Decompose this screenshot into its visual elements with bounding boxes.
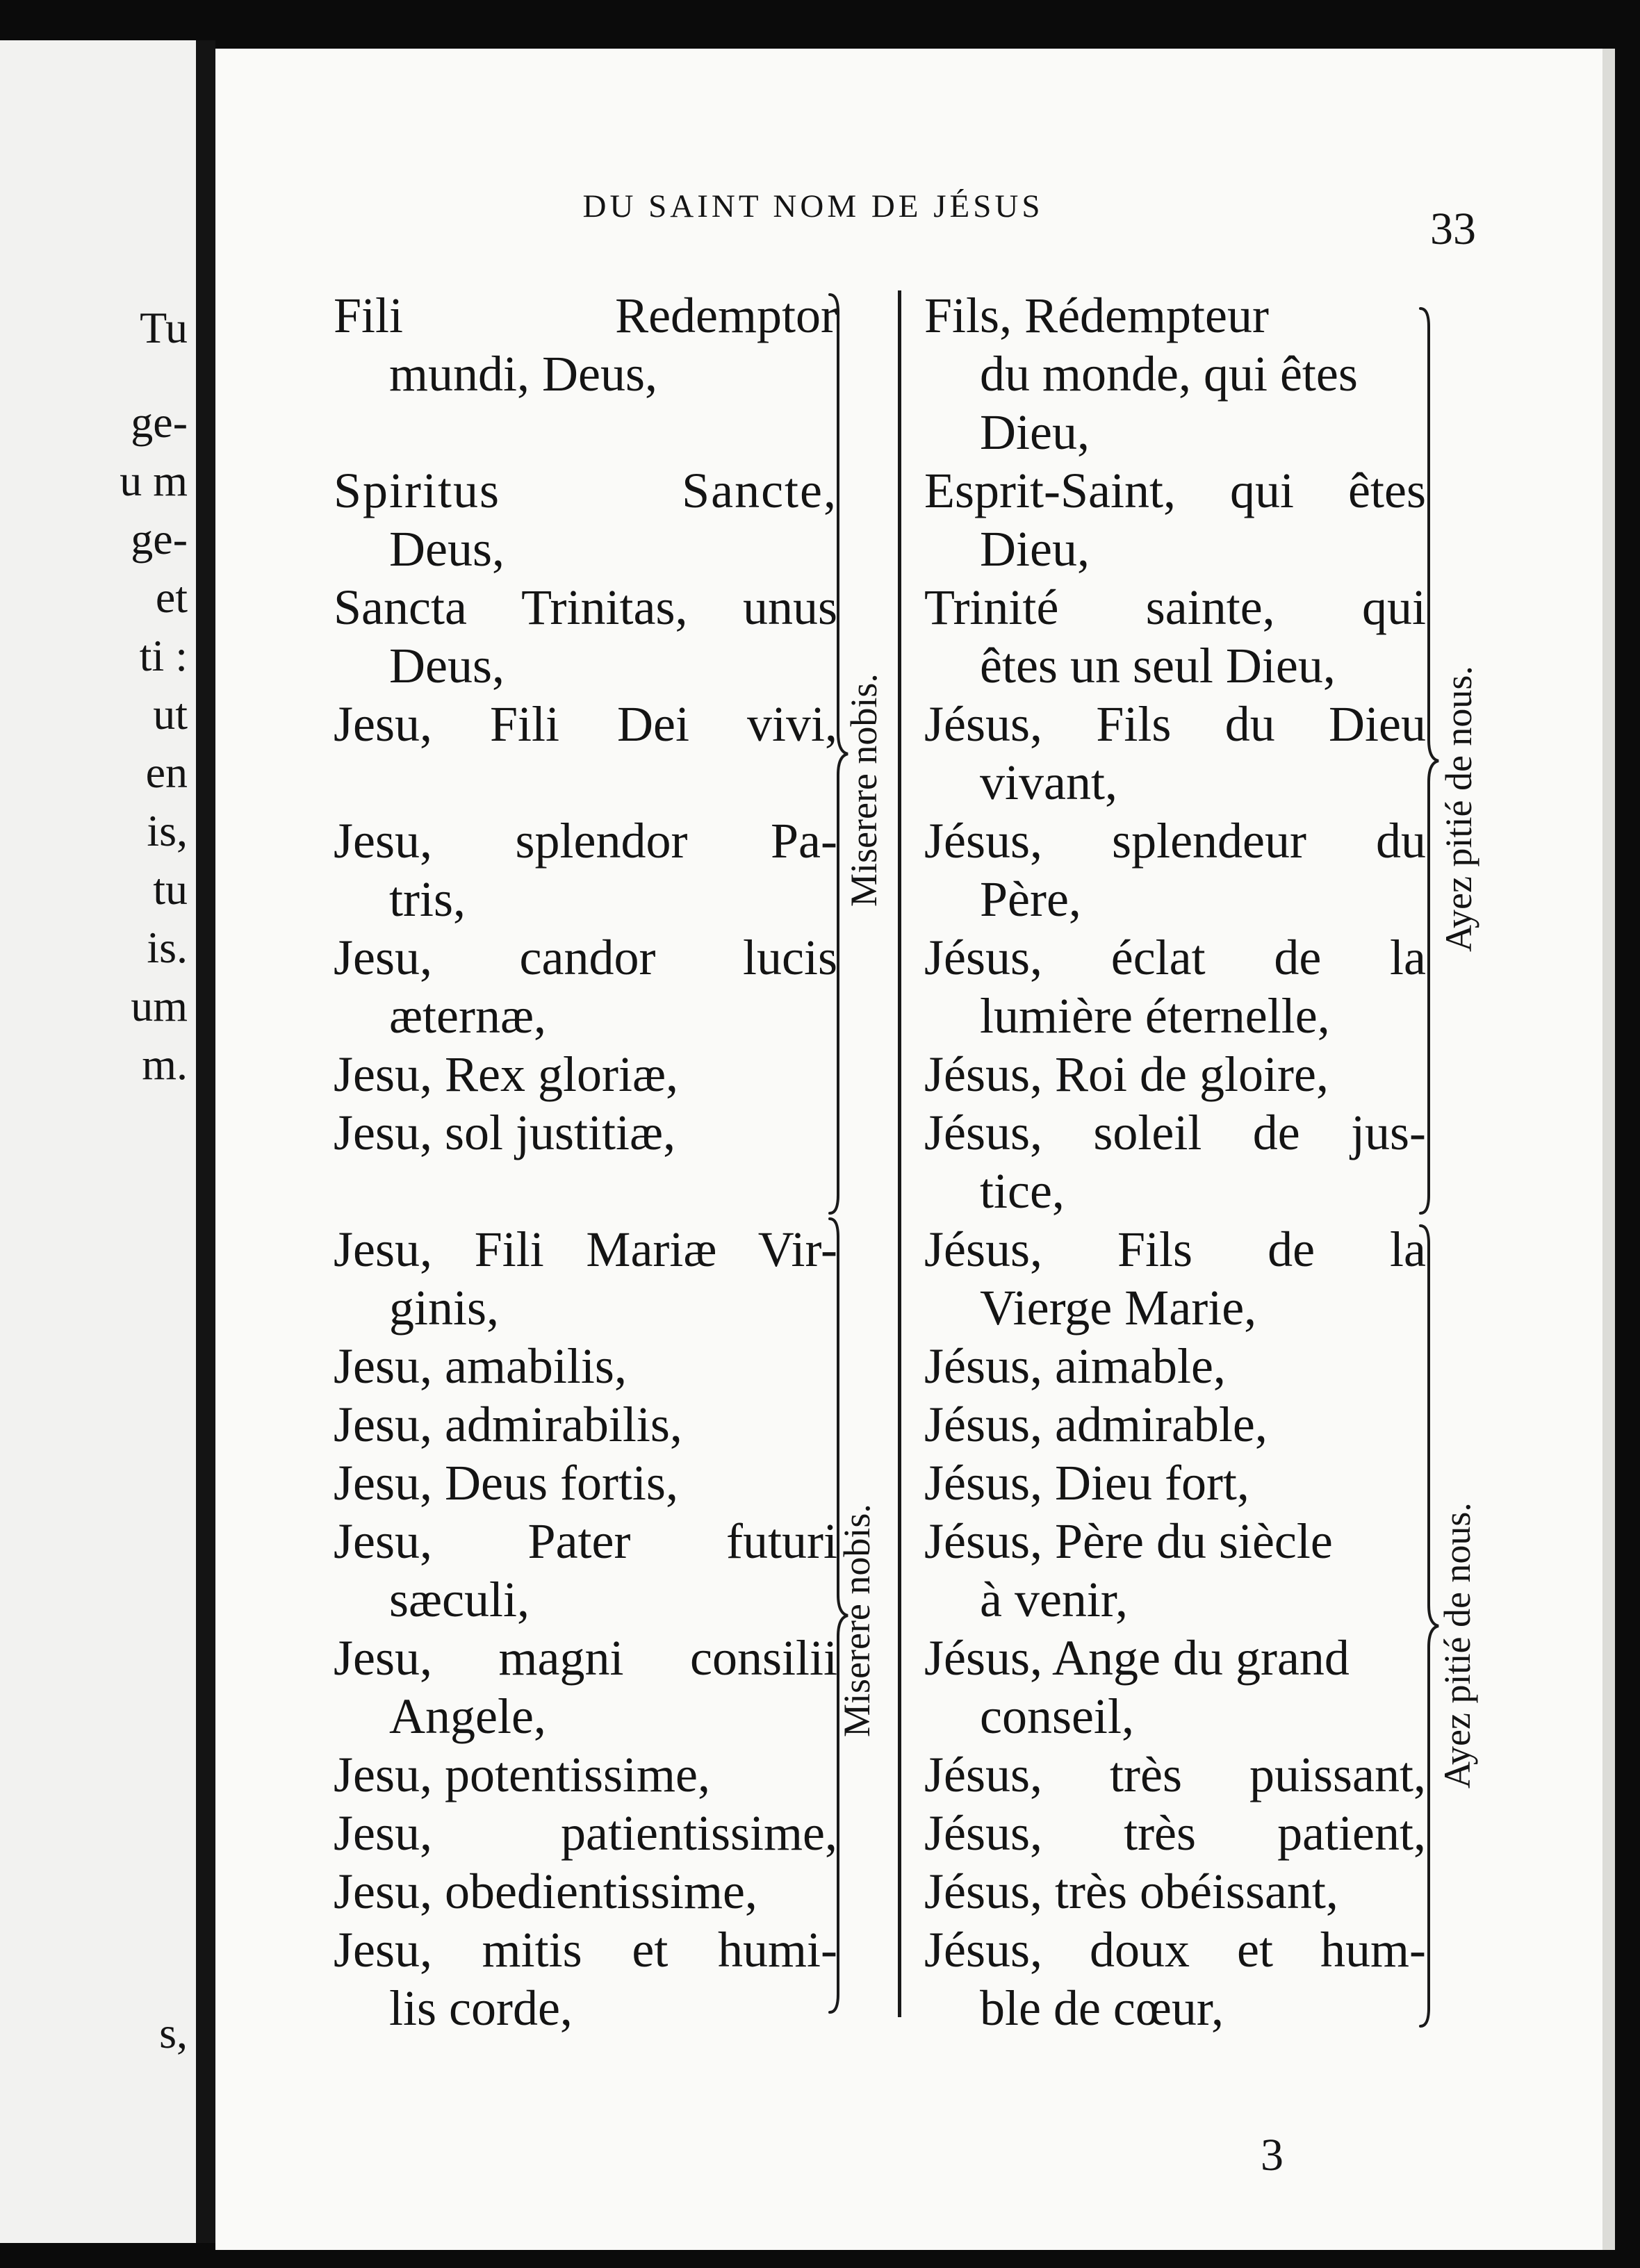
latin-line: Jesu, Fili Dei vivi,: [334, 696, 837, 752]
latin-line: Jesu, mitis et humi-: [334, 1922, 837, 1978]
latin-line: Jesu, sol justitiæ,: [334, 1105, 676, 1160]
french-line: Jésus, doux et hum-: [924, 1922, 1426, 1978]
french-line: Jésus, soleil de jus-: [924, 1105, 1426, 1160]
facing-page-fragment: is.: [147, 923, 188, 972]
french-line: ble de cœur,: [980, 1980, 1224, 2036]
facing-page-fragment: ge-: [131, 397, 188, 447]
latin-line: lis corde,: [389, 1980, 573, 2036]
latin-line: Jesu, admirabilis,: [334, 1397, 682, 1452]
facing-page-fragment: m.: [142, 1040, 188, 1089]
latin-line: Jesu, patientissime,: [334, 1805, 837, 1861]
french-line: Jésus, Roi de gloire,: [924, 1046, 1329, 1102]
latin-line: Fili Redemptor: [334, 288, 837, 343]
facing-page-fragment: Tu: [140, 303, 188, 352]
latin-line: Jesu, obedientissime,: [334, 1864, 757, 1919]
latin-line: Jesu, magni consilii: [334, 1630, 837, 1686]
facing-page-fragment: ut: [153, 689, 188, 739]
french-line: Jésus, très patient,: [924, 1805, 1426, 1861]
facing-page-fragment: u m: [120, 456, 188, 505]
latin-line: tris,: [389, 871, 466, 927]
french-line: êtes un seul Dieu,: [980, 638, 1336, 693]
french-line: Dieu,: [980, 521, 1090, 577]
french-line: Jésus, très puissant,: [924, 1747, 1426, 1802]
facing-page-fragment: is,: [147, 806, 188, 855]
french-line: Trinité sainte, qui: [924, 580, 1426, 635]
facing-page-fragment: ti :: [139, 631, 188, 680]
facing-page-fragment: et: [155, 573, 188, 622]
latin-line: Jesu, Deus fortis,: [334, 1455, 678, 1511]
french-line: Esprit-Saint, qui êtes: [924, 463, 1426, 518]
page-edge: [1602, 49, 1615, 2250]
french-line: Dieu,: [980, 404, 1090, 460]
running-title: DU SAINT NOM DE JÉSUS: [582, 188, 1044, 224]
latin-line: Jesu, Fili Mariæ Vir-: [334, 1222, 837, 1277]
french-line: Jésus, splendeur du: [924, 813, 1426, 869]
latin-line: Jesu, Pater futuri: [334, 1513, 837, 1569]
french-line: tice,: [980, 1163, 1065, 1219]
latin-refrain-upper: Miserere nobis.: [843, 673, 885, 907]
facing-page-fragment: ge-: [131, 514, 188, 564]
french-refrain-upper: Ayez pitié de nous.: [1438, 666, 1479, 952]
latin-line: æternæ,: [389, 988, 546, 1044]
latin-line: Jesu, Rex gloriæ,: [334, 1046, 678, 1102]
latin-line: Angele,: [389, 1688, 546, 1744]
column-divider: [898, 290, 901, 2017]
french-line: Jésus, Père du siècle: [924, 1513, 1333, 1569]
french-line: lumière éternelle,: [980, 988, 1330, 1044]
latin-line: Sancta Trinitas, unus: [334, 580, 837, 635]
page-number: 33: [1430, 204, 1476, 254]
french-line: Jésus, admirable,: [924, 1397, 1268, 1452]
facing-page-fragment: tu: [153, 864, 188, 914]
facing-page: [0, 40, 196, 2243]
french-line: du monde, qui êtes: [980, 346, 1358, 402]
latin-line: Deus,: [389, 638, 505, 693]
french-line: Jésus, très obéissant,: [924, 1864, 1338, 1919]
latin-line: Jesu, splendor Pa-: [334, 813, 837, 869]
french-line: Jésus, éclat de la: [924, 930, 1426, 985]
french-line: Fils, Rédempteur: [924, 288, 1269, 343]
french-line: Jésus, Fils de la: [924, 1222, 1426, 1277]
latin-line: Jesu, candor lucis: [334, 930, 837, 985]
latin-line: mundi, Deus,: [389, 346, 657, 402]
latin-line: sæculi,: [389, 1572, 530, 1627]
facing-page-fragment: um: [131, 981, 188, 1030]
facing-page-fragment: s,: [159, 2008, 188, 2057]
book-gutter: [196, 40, 215, 2243]
french-line: Vierge Marie,: [980, 1280, 1257, 1336]
french-line: Père,: [980, 871, 1081, 927]
facing-page-fragment: en: [145, 748, 188, 797]
french-refrain-lower: Ayez pitié de nous.: [1436, 1502, 1478, 1789]
french-line: Jésus, Fils du Dieu: [924, 696, 1426, 752]
french-line: vivant,: [980, 755, 1117, 810]
french-line: à venir,: [980, 1572, 1129, 1627]
french-line: Jésus, Dieu fort,: [924, 1455, 1249, 1511]
french-line: Jésus, Ange du grand: [924, 1630, 1350, 1686]
latin-line: Jesu, potentissime,: [334, 1747, 710, 1802]
french-line: conseil,: [980, 1688, 1134, 1744]
latin-line: Deus,: [389, 521, 505, 577]
latin-line: Jesu, amabilis,: [334, 1338, 627, 1394]
french-line: Jésus, aimable,: [924, 1338, 1226, 1394]
latin-refrain-lower: Miserere nobis.: [836, 1504, 878, 1737]
latin-line: Spiritus Sancte,: [334, 463, 837, 518]
signature-mark: 3: [1261, 2130, 1284, 2180]
latin-line: ginis,: [389, 1280, 500, 1336]
